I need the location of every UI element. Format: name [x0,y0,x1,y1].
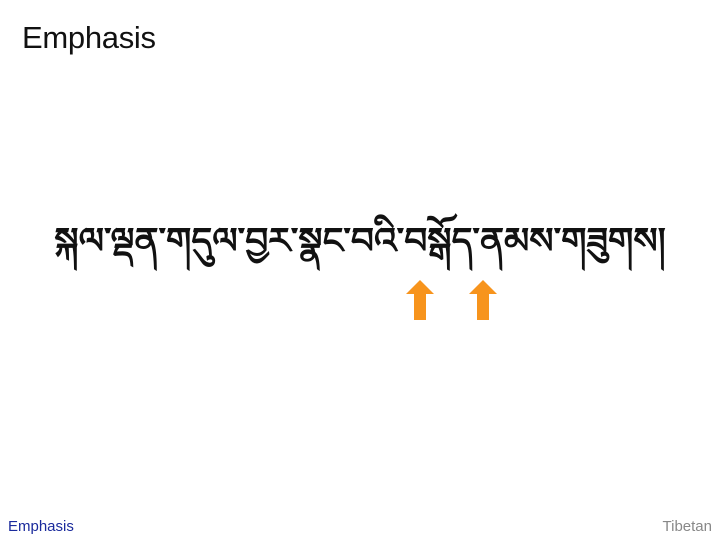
footer-section-label: Emphasis [8,518,74,535]
tibetan-text-line: སྐལ་ལྡན་གདུལ་བྱར་སྣང་བའི་བསྒོད་ནམས་གཟུགས། [54,221,666,262]
slide-title: Emphasis [22,20,156,55]
arrow-up-icon [406,280,434,320]
arrow-up-icon [469,280,497,320]
footer-topic-label: Tibetan [662,518,712,535]
